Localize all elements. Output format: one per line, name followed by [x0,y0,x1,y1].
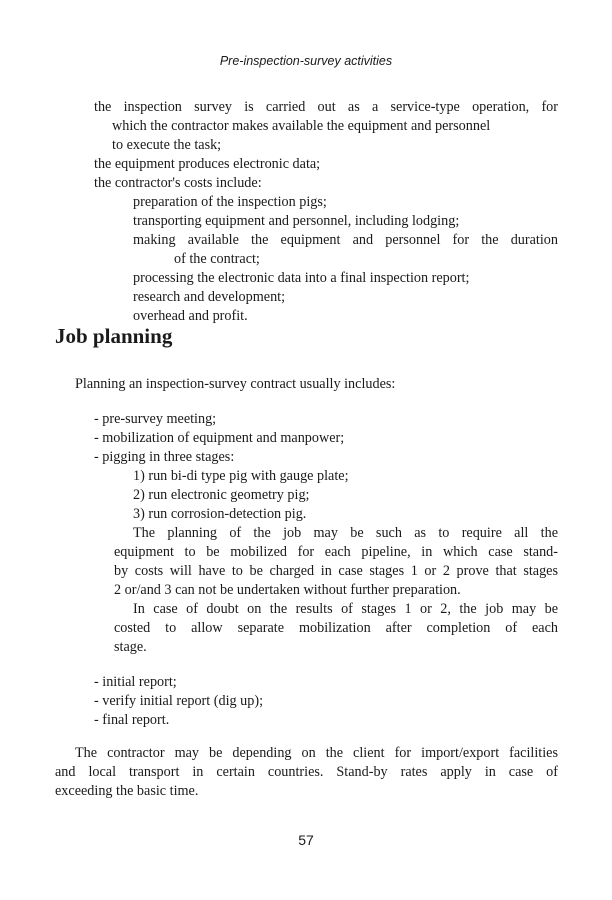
paragraph-line: stage. [114,639,147,655]
paragraph-line: In case of doubt on the results of stages 1 or 2, the job may be [133,601,558,617]
stage-item: 3) run corrosion-detection pig. [133,506,307,522]
paragraph-line: The planning of the job may be such as to require all the [133,525,558,541]
paragraph-line: costed to allow separate mobilization after completion of each [114,620,558,636]
list-item: - mobilization of equipment and manpower; [94,430,345,446]
section-heading: Job planning [55,324,173,348]
running-header: Pre-inspection-survey activities [219,54,393,68]
closing-line: exceeding the basic time. [55,783,199,799]
intro-line: to execute the task; [112,137,222,153]
section-lead: Planning an inspection-survey contract usually includes: [75,376,396,392]
list-item: - final report. [94,712,170,728]
paragraph-line: 2 or/and 3 can not be undertaken without further preparation. [114,582,461,598]
list-item: - pre-survey meeting; [94,411,217,427]
paragraph-line: by costs will have to be charged in case stages 1 or 2 prove that stages [114,563,558,579]
intro-line: the equipment produces electronic data; [94,156,321,172]
list-item: - pigging in three stages: [94,449,235,465]
cost-item: research and development; [133,289,286,305]
cost-item: overhead and profit. [133,308,248,324]
cost-item: processing the electronic data into a final inspection report; [133,270,470,286]
page-number: 57 [298,832,314,848]
list-item: - initial report; [94,674,177,690]
stage-item: 2) run electronic geometry pig; [133,487,310,503]
intro-line: the inspection survey is carried out as a service-type operation, for [94,99,558,115]
intro-line: the contractor's costs include: [94,175,262,191]
closing-line: and local transport in certain countries. Stand-by rates apply in case of [55,764,558,780]
list-item: - verify initial report (dig up); [94,693,264,709]
paragraph-line: equipment to be mobilized for each pipeline, in which case stand- [114,544,558,560]
cost-item: transporting equipment and personnel, including lodging; [133,213,460,229]
cost-item: preparation of the inspection pigs; [133,194,327,210]
stage-item: 1) run bi-di type pig with gauge plate; [133,468,349,484]
cost-item: making available the equipment and personnel for the duration [133,232,558,248]
intro-line: which the contractor makes available the equipment and personnel [112,118,491,134]
closing-line: The contractor may be depending on the client for import/export facilities [75,745,558,761]
cost-item: of the contract; [174,251,260,267]
